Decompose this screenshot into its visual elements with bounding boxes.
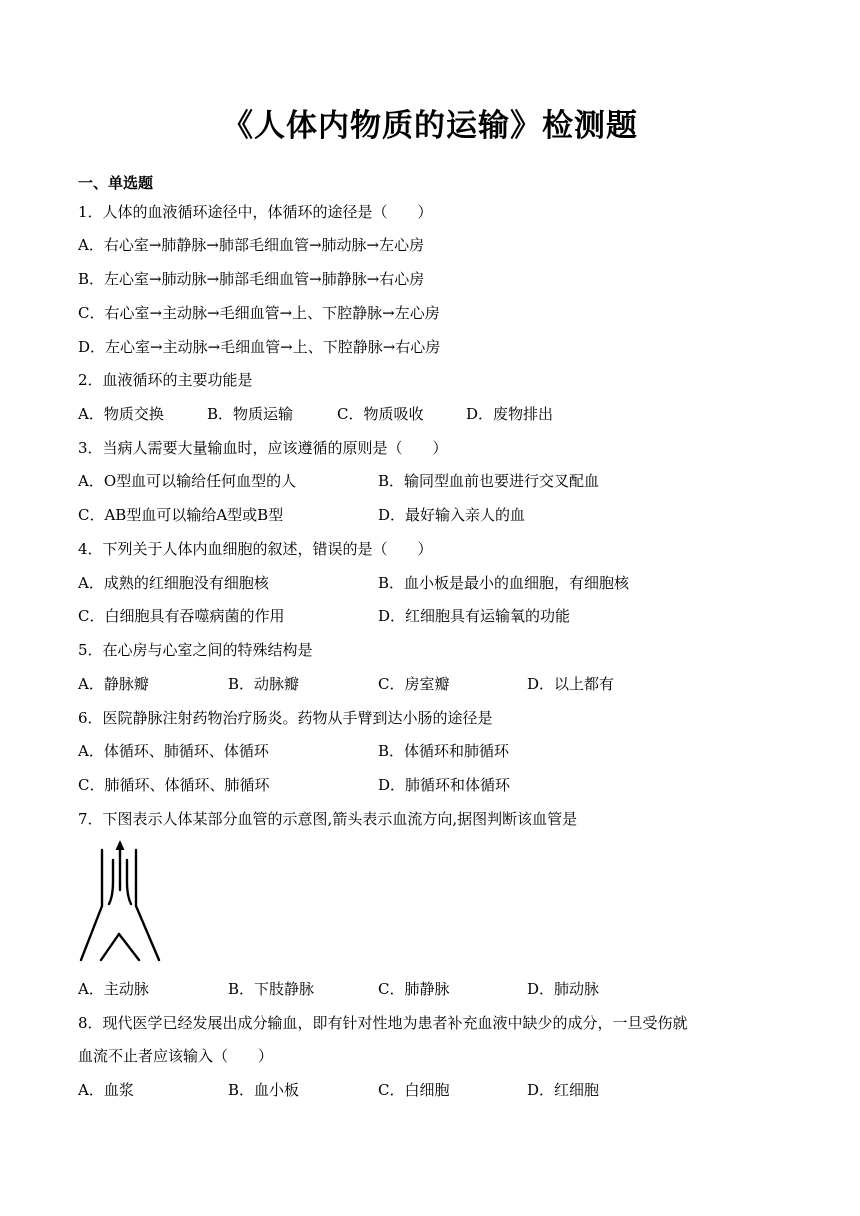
flow-arrow-head [116,840,125,850]
question-7-option-b: B．下肢静脉 [228,980,315,998]
question-5-stem: 5．在心房与心室之间的特殊结构是 [78,641,313,659]
question-5-option-b: B．动脉瓣 [228,675,300,693]
vessel-outer-left-wall [81,850,102,960]
question-7-option-a: A．主动脉 [78,980,149,998]
question-3-stem: 3．当病人需要大量输血时，应该遵循的原则是（ ） [78,439,448,457]
question-1-option-d: D．左心室→主动脉→毛细血管→上、下腔静脉→右心房 [78,338,441,356]
question-3-option-d: D．最好输入亲人的血 [378,506,526,524]
question-3-option-a: A．O型血可以输给任何血型的人 [78,472,297,490]
question-6-option-c: C．肺循环、体循环、肺循环 [78,776,270,794]
question-2-option-c: C．物质吸收 [337,405,424,423]
blood-vessel-diagram [78,838,162,966]
vessel-outer-right-wall [136,850,159,960]
question-5-option-c: C．房室瓣 [378,675,450,693]
question-8-stem-line-2: 血流不止者应该输入（ ） [78,1047,274,1065]
question-7-stem: 7．下图表示人体某部分血管的示意图,箭头表示血流方向,据图判断该血管是 [78,810,578,828]
question-5-option-d: D．以上都有 [527,675,615,693]
question-7-option-c: C．肺静脉 [378,980,450,998]
question-8-option-d: D．红细胞 [527,1081,600,1099]
question-2-stem: 2．血液循环的主要功能是 [78,371,253,389]
question-2-option-b: B．物质运输 [207,405,294,423]
question-8-option-a: A．血浆 [78,1081,134,1099]
question-3-option-b: B．输同型血前也要进行交叉配血 [378,472,600,490]
question-5-option-a: A．静脉瓣 [78,675,149,693]
vessel-inner-right-wall [119,934,139,960]
question-6-option-d: D．肺循环和体循环 [378,776,511,794]
vessel-valve-right [127,860,131,904]
question-4-option-c: C．白细胞具有吞噬病菌的作用 [78,607,285,625]
question-3-option-c: C．AB型血可以输给A型或B型 [78,506,284,524]
question-7-option-d: D．肺动脉 [527,980,600,998]
question-8-option-c: C．白细胞 [378,1081,450,1099]
question-4-option-d: D．红细胞具有运输氧的功能 [378,607,571,625]
question-4-stem: 4．下列关于人体内血细胞的叙述，错误的是（ ） [78,540,433,558]
question-6-option-a: A．体循环、肺循环、体循环 [78,742,269,760]
vessel-inner-left-wall [101,934,119,960]
question-1-option-c: C．右心室→主动脉→毛细血管→上、下腔静脉→左心房 [78,304,440,322]
question-8-option-b: B．血小板 [228,1081,300,1099]
question-6-stem: 6．医院静脉注射药物治疗肠炎。药物从手臂到达小肠的途径是 [78,709,493,727]
question-4-option-b: B．血小板是最小的血细胞，有细胞核 [378,574,630,592]
question-8-stem-line-1: 8．现代医学已经发展出成分输血，即有针对性地为患者补充血液中缺少的成分，一旦受伤就 [78,1014,688,1032]
vessel-valve-left [109,860,113,904]
question-2-option-d: D．废物排出 [466,405,554,423]
question-2-option-a: A．物质交换 [78,405,164,423]
question-1-stem: 1．人体的血液循环途径中，体循环的途径是（ ） [78,203,433,221]
question-1-option-a: A．右心室→肺静脉→肺部毛细血管→肺动脉→左心房 [78,236,425,254]
section-heading: 一、单选题 [78,174,154,192]
question-1-option-b: B．左心室→肺动脉→肺部毛细血管→肺静脉→右心房 [78,270,425,288]
question-6-option-b: B．体循环和肺循环 [378,742,510,760]
question-4-option-a: A．成熟的红细胞没有细胞核 [78,574,269,592]
page-title: 《人体内物质的运输》检测题 [222,108,638,144]
